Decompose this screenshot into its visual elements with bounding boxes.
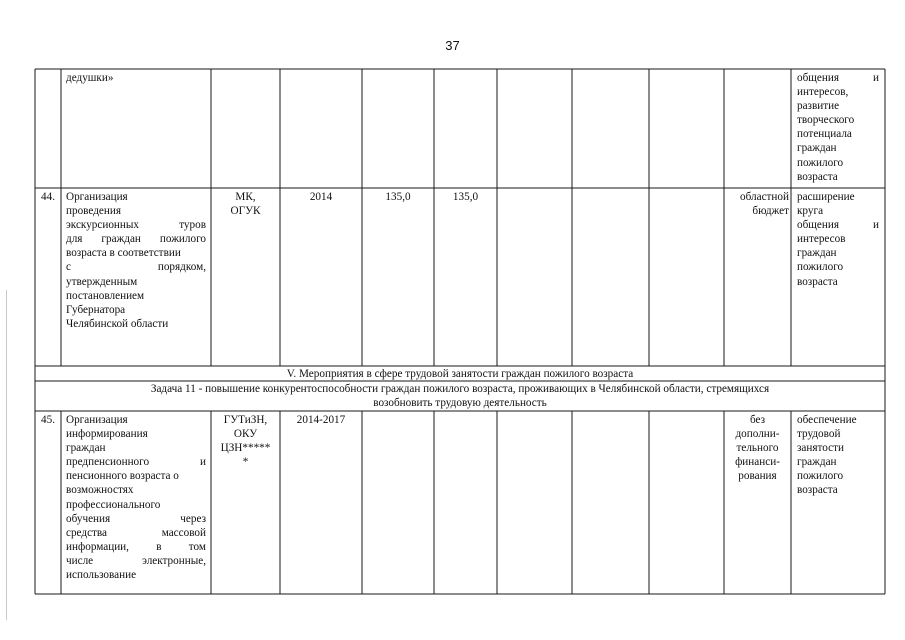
row45-result: обеспечение трудовой занятости граждан пожилого возраста: [797, 414, 857, 497]
scan-artifact-line: [6, 290, 7, 620]
section-heading: V. Мероприятия в сфере трудовой занятости граждан пожилого возраста: [286, 368, 634, 380]
row45-number: 45.: [41, 414, 55, 426]
row-cont-name: дедушки»: [66, 72, 114, 84]
row44-number: 44.: [41, 191, 55, 203]
row44-period: 2014: [309, 191, 333, 203]
row44-executor: МК, ОГУК: [230, 191, 261, 218]
row45-executor: ГУТиЗН, ОКУ ЦЗН***** *: [220, 414, 271, 469]
row44-result: расширение круга общения и интересов граждан пожилого возраста: [797, 191, 879, 288]
row44-total: 135,0: [385, 191, 411, 203]
row44-name: Организация проведения экскурсионных туров для граждан пожилого возраста в соответствии с порядком, утвержденным постановлением Губернатора Челябинской области: [66, 191, 206, 330]
row44-source: областной бюджет: [740, 191, 789, 218]
row-cont-result: общения и интересов, развитие творческого потенциала граждан пожилого возраста: [797, 72, 879, 183]
row45-name: Организация информирования граждан предпенсионного и пенсионного возраста о возможностях профессионального обучения через средства массовой информации, в том числе электронные, использование: [66, 414, 206, 582]
task-11-heading: Задача 11 - повышение конкурентоспособности граждан пожилого возраста, проживающих в Челябинской области, стремящихся возобновить трудовую деятельность: [150, 383, 770, 410]
page-number: 37: [445, 38, 460, 53]
row45-period: 2014-2017: [296, 414, 346, 426]
row44-2014: 135,0: [452, 191, 479, 203]
row45-source: без дополни- тельного финанси- рования: [735, 414, 780, 483]
